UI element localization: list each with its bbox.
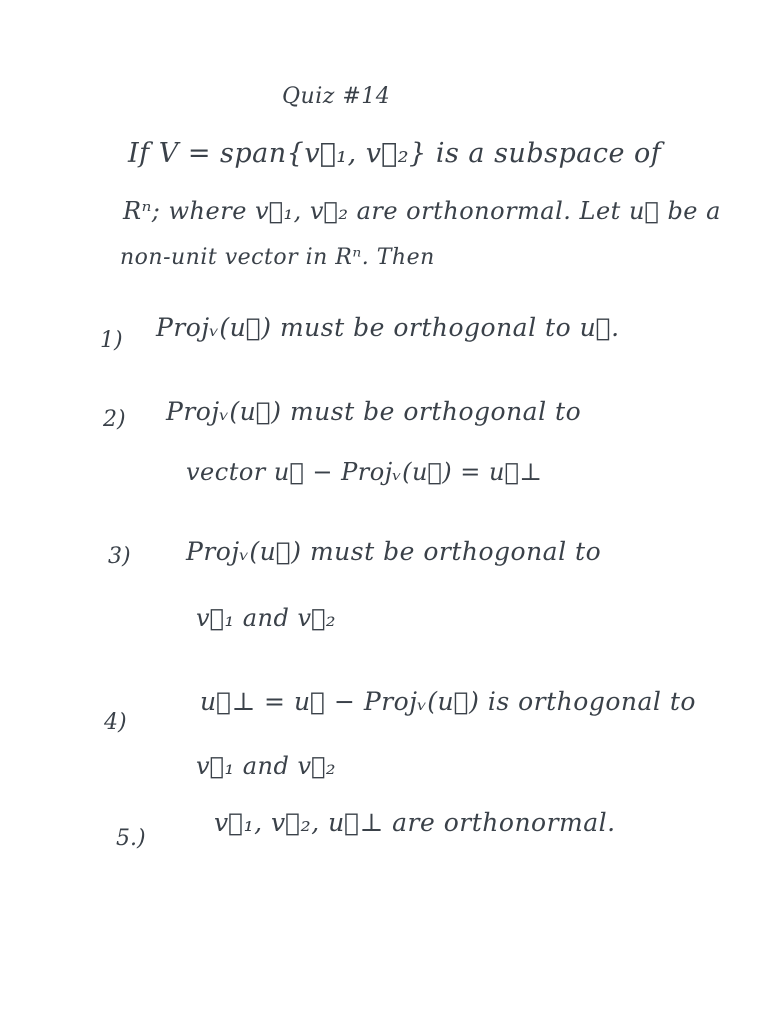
statement-3-number: 3) [108,544,131,569]
statement-4-text-line-1: u⃗⊥ = u⃗ − Projᵥ(u⃗) is orthogonal to [200,687,696,716]
statement-3-text-line-2: v⃗₁ and v⃗₂ [196,604,337,632]
quiz-title: Quiz #14 [282,84,391,109]
statement-2-text-line-2: vector u⃗ − Projᵥ(u⃗) = u⃗⊥ [186,458,543,486]
statement-3-text-line-1: Projᵥ(u⃗) must be orthogonal to [186,537,602,566]
statement-5-number: 5.) [116,826,146,851]
statement-4-number: 4) [104,710,127,735]
intro-line-2: Rⁿ; where v⃗₁, v⃗₂ are orthonormal. Let u⃗ be a [123,197,721,225]
intro-line-3: non-unit vector in Rⁿ. Then [120,245,435,270]
statement-2-text-line-1: Projᵥ(u⃗) must be orthogonal to [166,397,582,426]
statement-5-text: v⃗₁, v⃗₂, u⃗⊥ are orthonormal. [214,808,616,837]
statement-2-number: 2) [103,407,126,432]
statement-4-text-line-2: v⃗₁ and v⃗₂ [196,752,337,780]
intro-line-1: If V = span{v⃗₁, v⃗₂} is a subspace of [128,138,662,169]
statement-1-number: 1) [100,328,123,353]
statement-1-text: Projᵥ(u⃗) must be orthogonal to u⃗. [156,313,620,342]
